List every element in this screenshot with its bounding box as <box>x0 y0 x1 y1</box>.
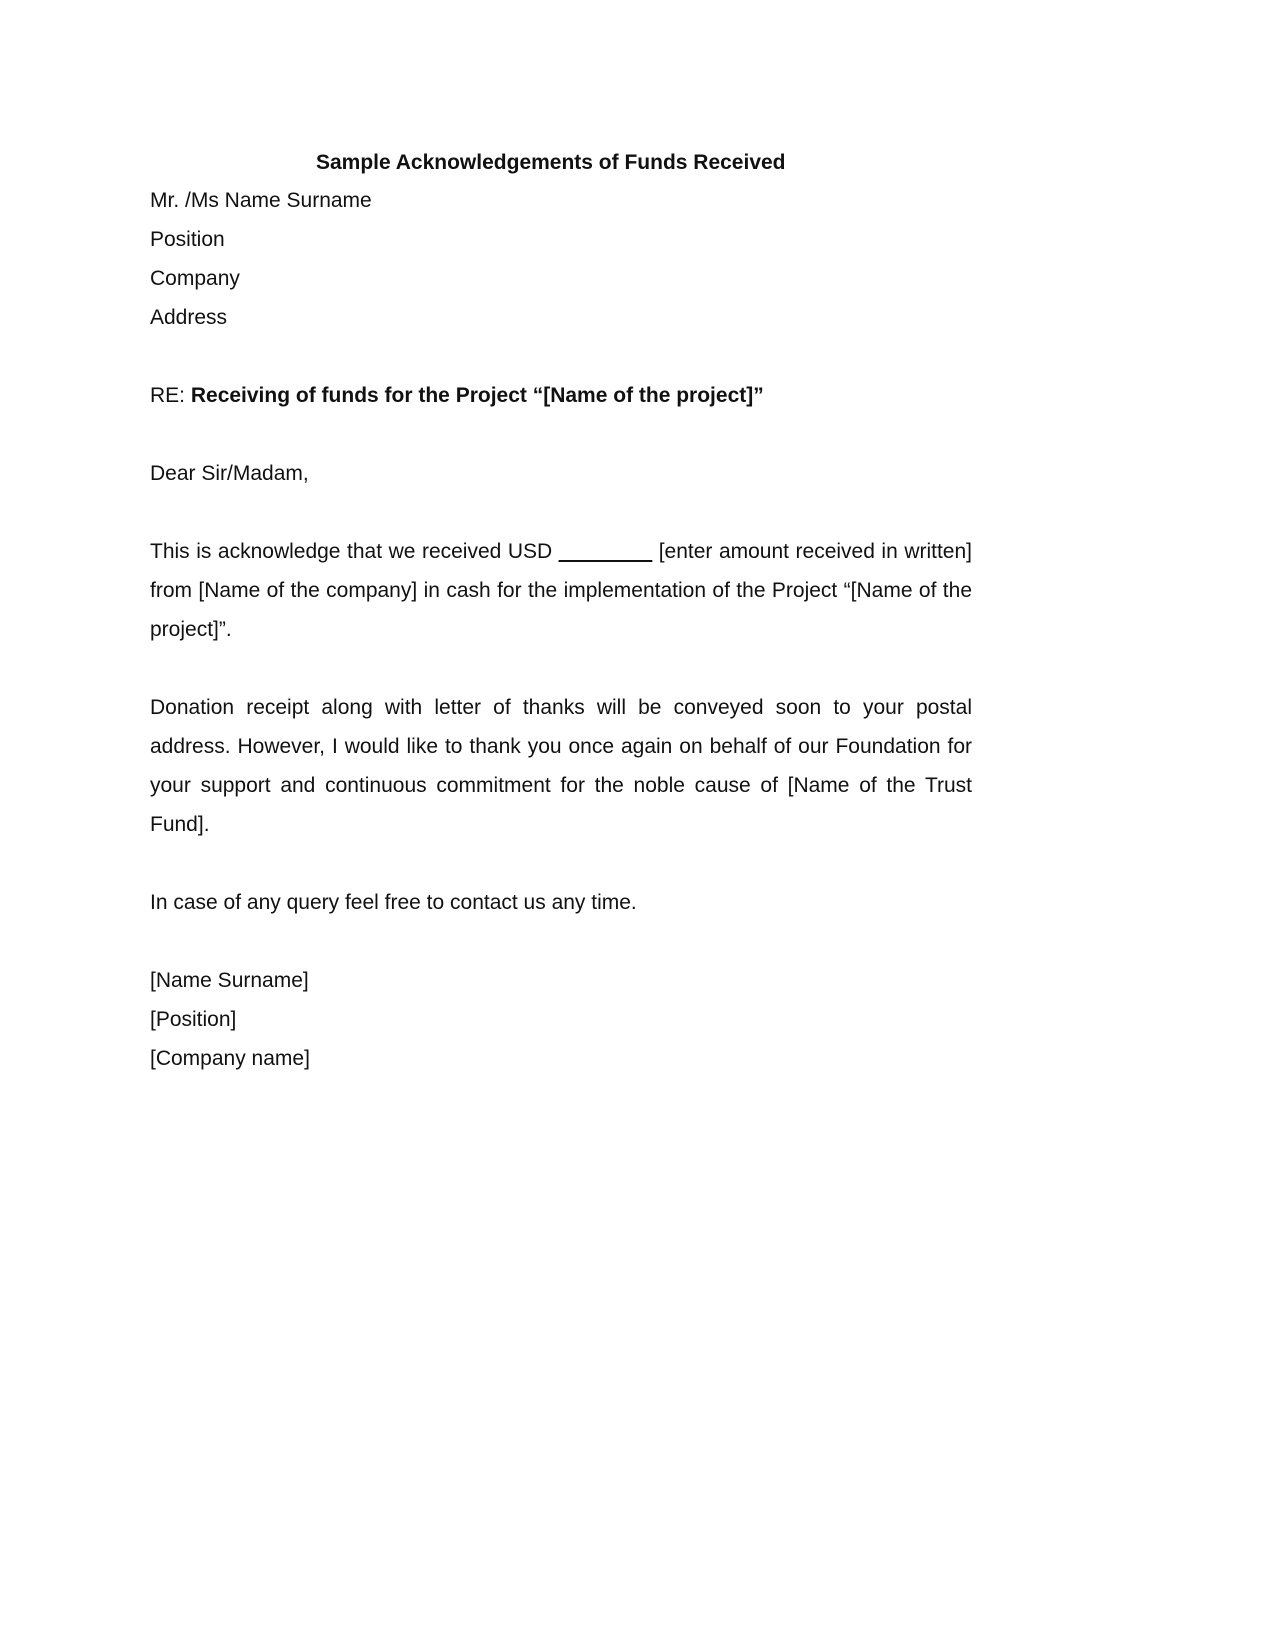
document-title: Sample Acknowledgements of Funds Received <box>316 151 786 174</box>
amount-blank: ________ <box>558 540 653 563</box>
paragraph-acknowledgement <box>150 532 972 649</box>
paragraph-acknowledgement-part2: [enter amount received in written] from [Name of the company] in cash for the implementation of the Project “[Name of the project]”. <box>150 540 972 641</box>
subject-prefix: RE: <box>150 384 191 407</box>
spacer <box>150 922 972 961</box>
subject-line <box>150 376 972 415</box>
spacer <box>150 844 972 883</box>
paragraph-contact: In case of any query feel free to contact us any time. <box>150 891 637 914</box>
spacer <box>150 649 972 688</box>
spacer <box>150 493 972 532</box>
recipient-position: Position <box>150 228 225 251</box>
salutation: Dear Sir/Madam, <box>150 462 309 485</box>
letter-body <box>150 145 972 1078</box>
recipient-name: Mr. /Ms Name Surname <box>150 189 372 212</box>
spacer <box>150 415 972 454</box>
recipient-company: Company <box>150 267 240 290</box>
spacer <box>150 337 972 376</box>
signature-name: [Name Surname] <box>150 969 309 992</box>
signature-position: [Position] <box>150 1008 237 1031</box>
paragraph-acknowledgement-part1: This is acknowledge that we received USD <box>150 540 559 563</box>
signature-company: [Company name] <box>150 1047 310 1070</box>
paragraph-donation-receipt: Donation receipt along with letter of thanks will be conveyed soon to your postal address. However, I would like to thank you once again on behalf of our Foundation for your support and continuous commitment for the noble cause of [Name of the Trust Fund]. <box>150 696 972 836</box>
recipient-address: Address <box>150 306 228 329</box>
subject-text: Receiving of funds for the Project “[Name of the project]” <box>190 384 764 407</box>
